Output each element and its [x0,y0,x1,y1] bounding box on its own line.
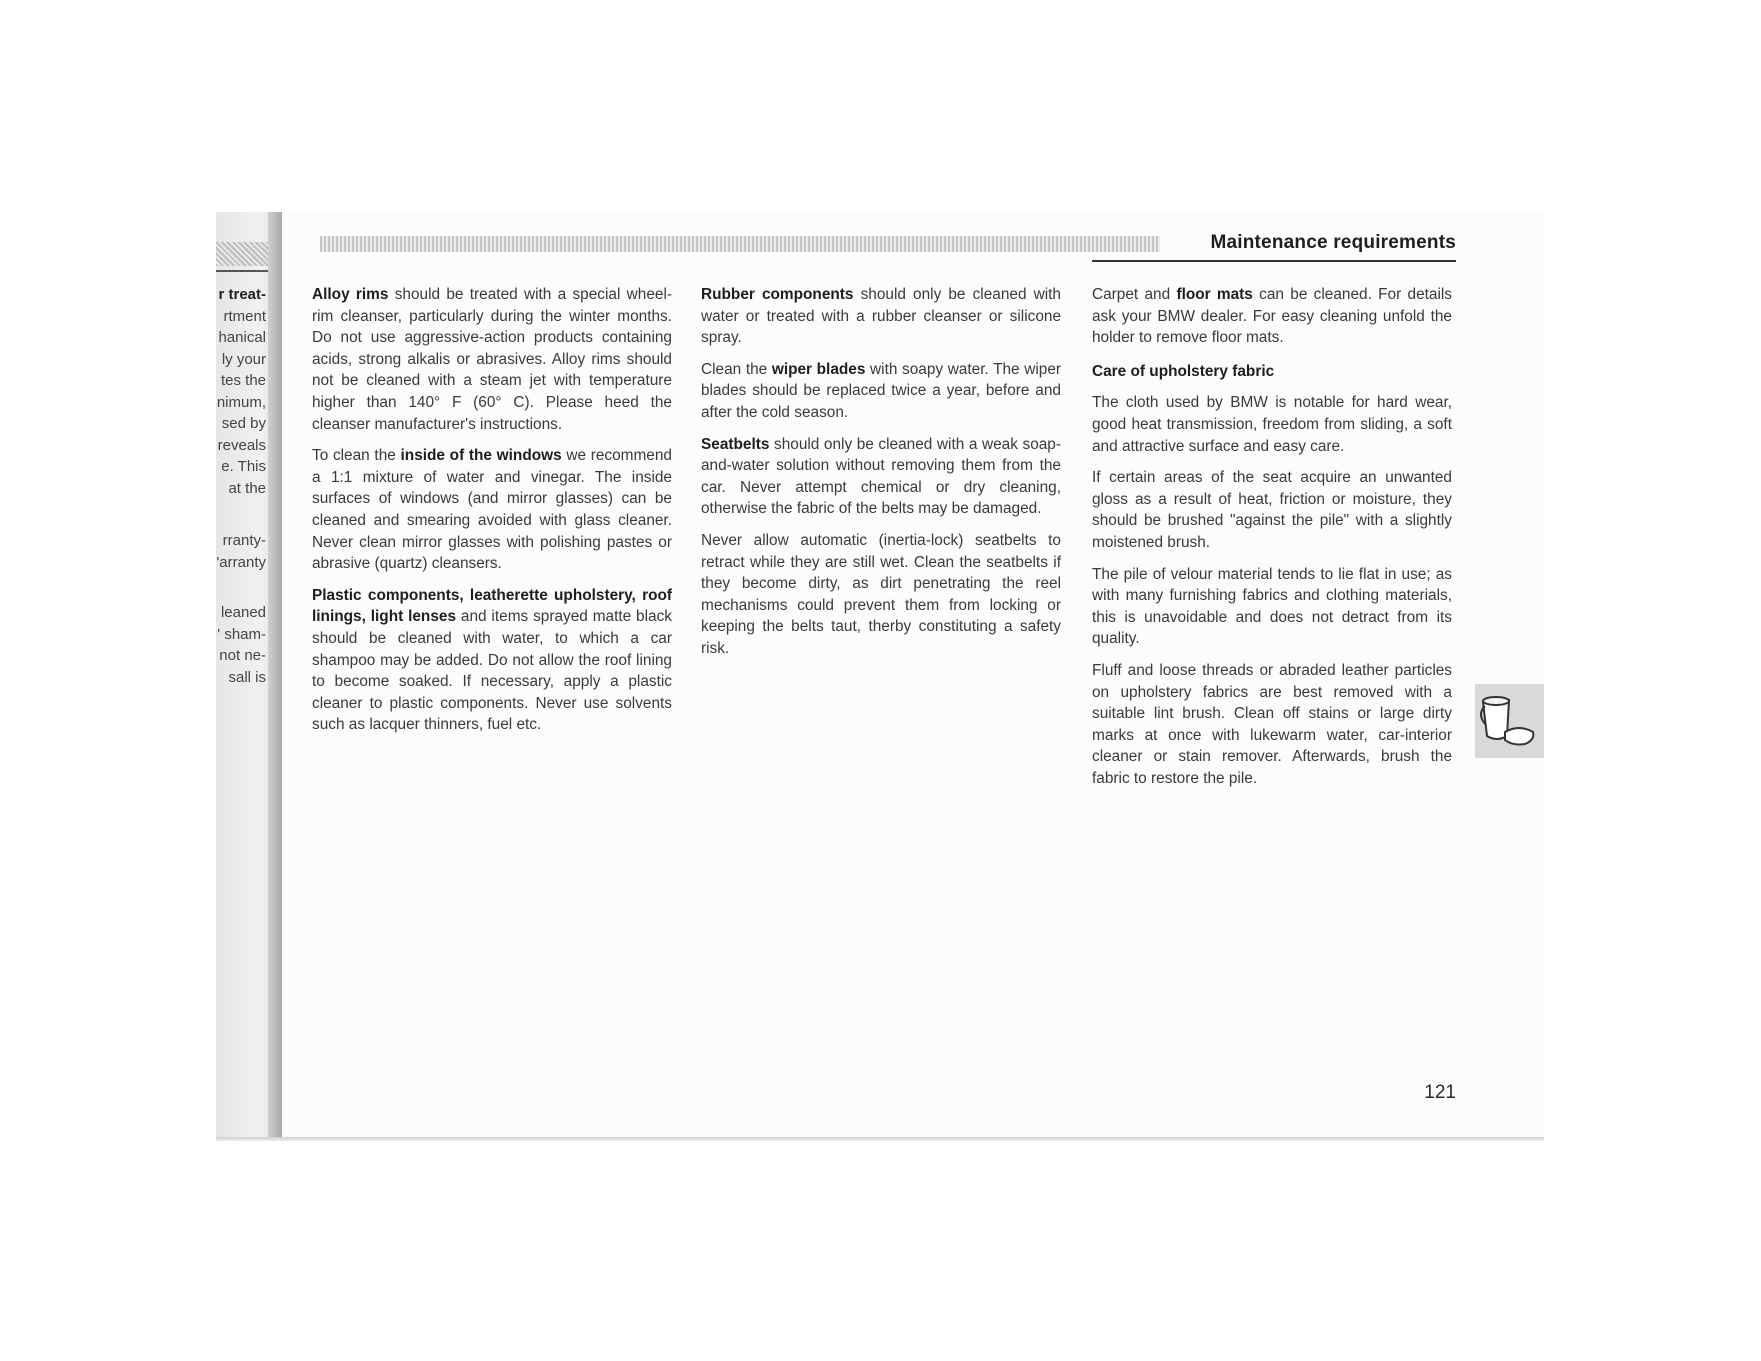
page-section-title: Maintenance requirements [1210,232,1456,253]
term-floor-mats: floor mats [1176,286,1253,303]
paragraph-cloth: The cloth used by BMW is notable for hard wear, good heat transmission, freedom from sliding, a soft and attractive surface and easy care. [1092,394,1452,455]
paragraph-plastic: Plastic components, leatherette upholstery, roof linings, light lenses and items sprayed matte black should be cleaned with water, to which a car shampoo may be added. Do not allow the roof lining to become soaked. If necessary, apply a plastic cleaner to plastic components. Never use solvents such as lacquer thinners, fuel etc. [312,586,672,734]
previous-page-strip [216,212,282,1137]
paragraph-fluff: Fluff and loose threads or abraded leather particles on upholstery fabrics are best removed with a suitable lint brush. Clean off stains or large dirty marks at once with lukewarm water, car-interior cleaner or stain remover. Afterwards, brush the fabric to restore the pile. [1092,661,1452,787]
fragment-line: rtment [223,307,266,325]
fragment-line: e. This [221,458,266,475]
term-seatbelts: Seatbelts [701,435,770,453]
section-thumb-tab [1475,684,1544,758]
header-pattern [320,236,1160,252]
paragraph-windows: To clean the inside of the windows we recommend a 1:1 mixture of water and vinegar. The inside surfaces of windows (and mirror glasses) can be cleaned and smearing avoided with glass cleaner. Never clean mirror glasses with polishing pastes or abrasive (quartz) cleansers. [312,447,672,573]
paragraph-rubber: Rubber components should only be cleaned with water or treated with a rubber cleanser or silicone spray. [701,286,1061,347]
paragraph-seatbelts: Seatbelts should only be cleaned with a weak soap-and-water solution without removing them from the car. Never attempt chemical or dry cleaning, otherwise the fabric of the belts may be damaged. [701,435,1061,518]
paragraph-gloss: If certain areas of the seat acquire an unwanted gloss as a result of heat, friction or moisture, they should be brushed "against the pile" with a slightly moistened brush. [1092,469,1452,551]
fragment-line: ' sham- [217,625,266,643]
fragment-line: leaned [220,604,266,621]
term-wiper-blades: wiper blades [771,360,866,378]
cleaning-bucket-icon [1475,745,1544,762]
paragraph-floor-mats: Carpet and floor mats can be cleaned. For details ask your BMW dealer. For easy cleaning unfold the holder to remove floor mats. [1092,286,1453,347]
term-inside-windows: inside of the windows [400,447,562,465]
fragment-line: r treat- [218,286,266,303]
term-rubber-components: Rubber components [701,286,854,303]
fragment-line: reveals [217,436,266,454]
paragraph-alloy-rims: Alloy rims should be treated with a special wheel-rim cleanser, particularly during the winter months. Do not use aggressive-action products containing acids, strong alkalis or abrasives. Alloy rims should not be cleaned with a steam jet with temperature higher than 140° F (60° C). Please heed the cleanser manufacturer's instructions. [312,286,672,433]
paragraph-seatbelt-retract: Never allow automatic (inertia-lock) seatbelts to retract while they are still wet. Clean the seatbelts if they become dirty, as dirt penetrating the reel mechanisms could prevent them from locking or keeping the belts taut, therby constituting a safety risk. [701,531,1061,657]
header-rule [1092,260,1456,262]
fragment-line: tes the [220,372,266,389]
book-spine-shadow [268,212,282,1137]
fragment-line: sall is [228,668,266,686]
page-number: 121 [1424,1082,1456,1103]
text-column-left [312,284,672,746]
fragment-line: sed by [221,415,266,432]
paragraph-velour: The pile of velour material tends to lie flat in use; as with many furnishing fabrics and clothing materials, this is unavoidable and does not detract from its quality. [1092,565,1452,648]
text-column-middle [701,284,1061,670]
heading-upholstery-care: Care of upholstery fabric [1092,362,1275,380]
fragment-line: at the [228,479,266,497]
term-alloy-rims: Alloy rims [312,286,389,303]
previous-header-pattern [216,242,268,266]
fragment-line: not ne- [219,647,266,664]
fragment-line: hanical [218,329,266,346]
text-column-right [1092,284,1452,799]
term-plastic-components: Plastic components, leatherette upholstery, roof linings, light lenses [312,586,672,626]
page-bottom-edge [216,1137,1544,1141]
fragment-line: 'arranty [216,553,266,571]
fragment-line: nimum, [216,393,266,411]
previous-header-rule [216,270,268,272]
fragment-line: rranty- [222,532,266,549]
paragraph-wiper: Clean the wiper blades with soapy water. The wiper blades should be replaced twice a year, before and after the cold season. [701,360,1062,421]
fragment-line: ly your [221,350,266,368]
